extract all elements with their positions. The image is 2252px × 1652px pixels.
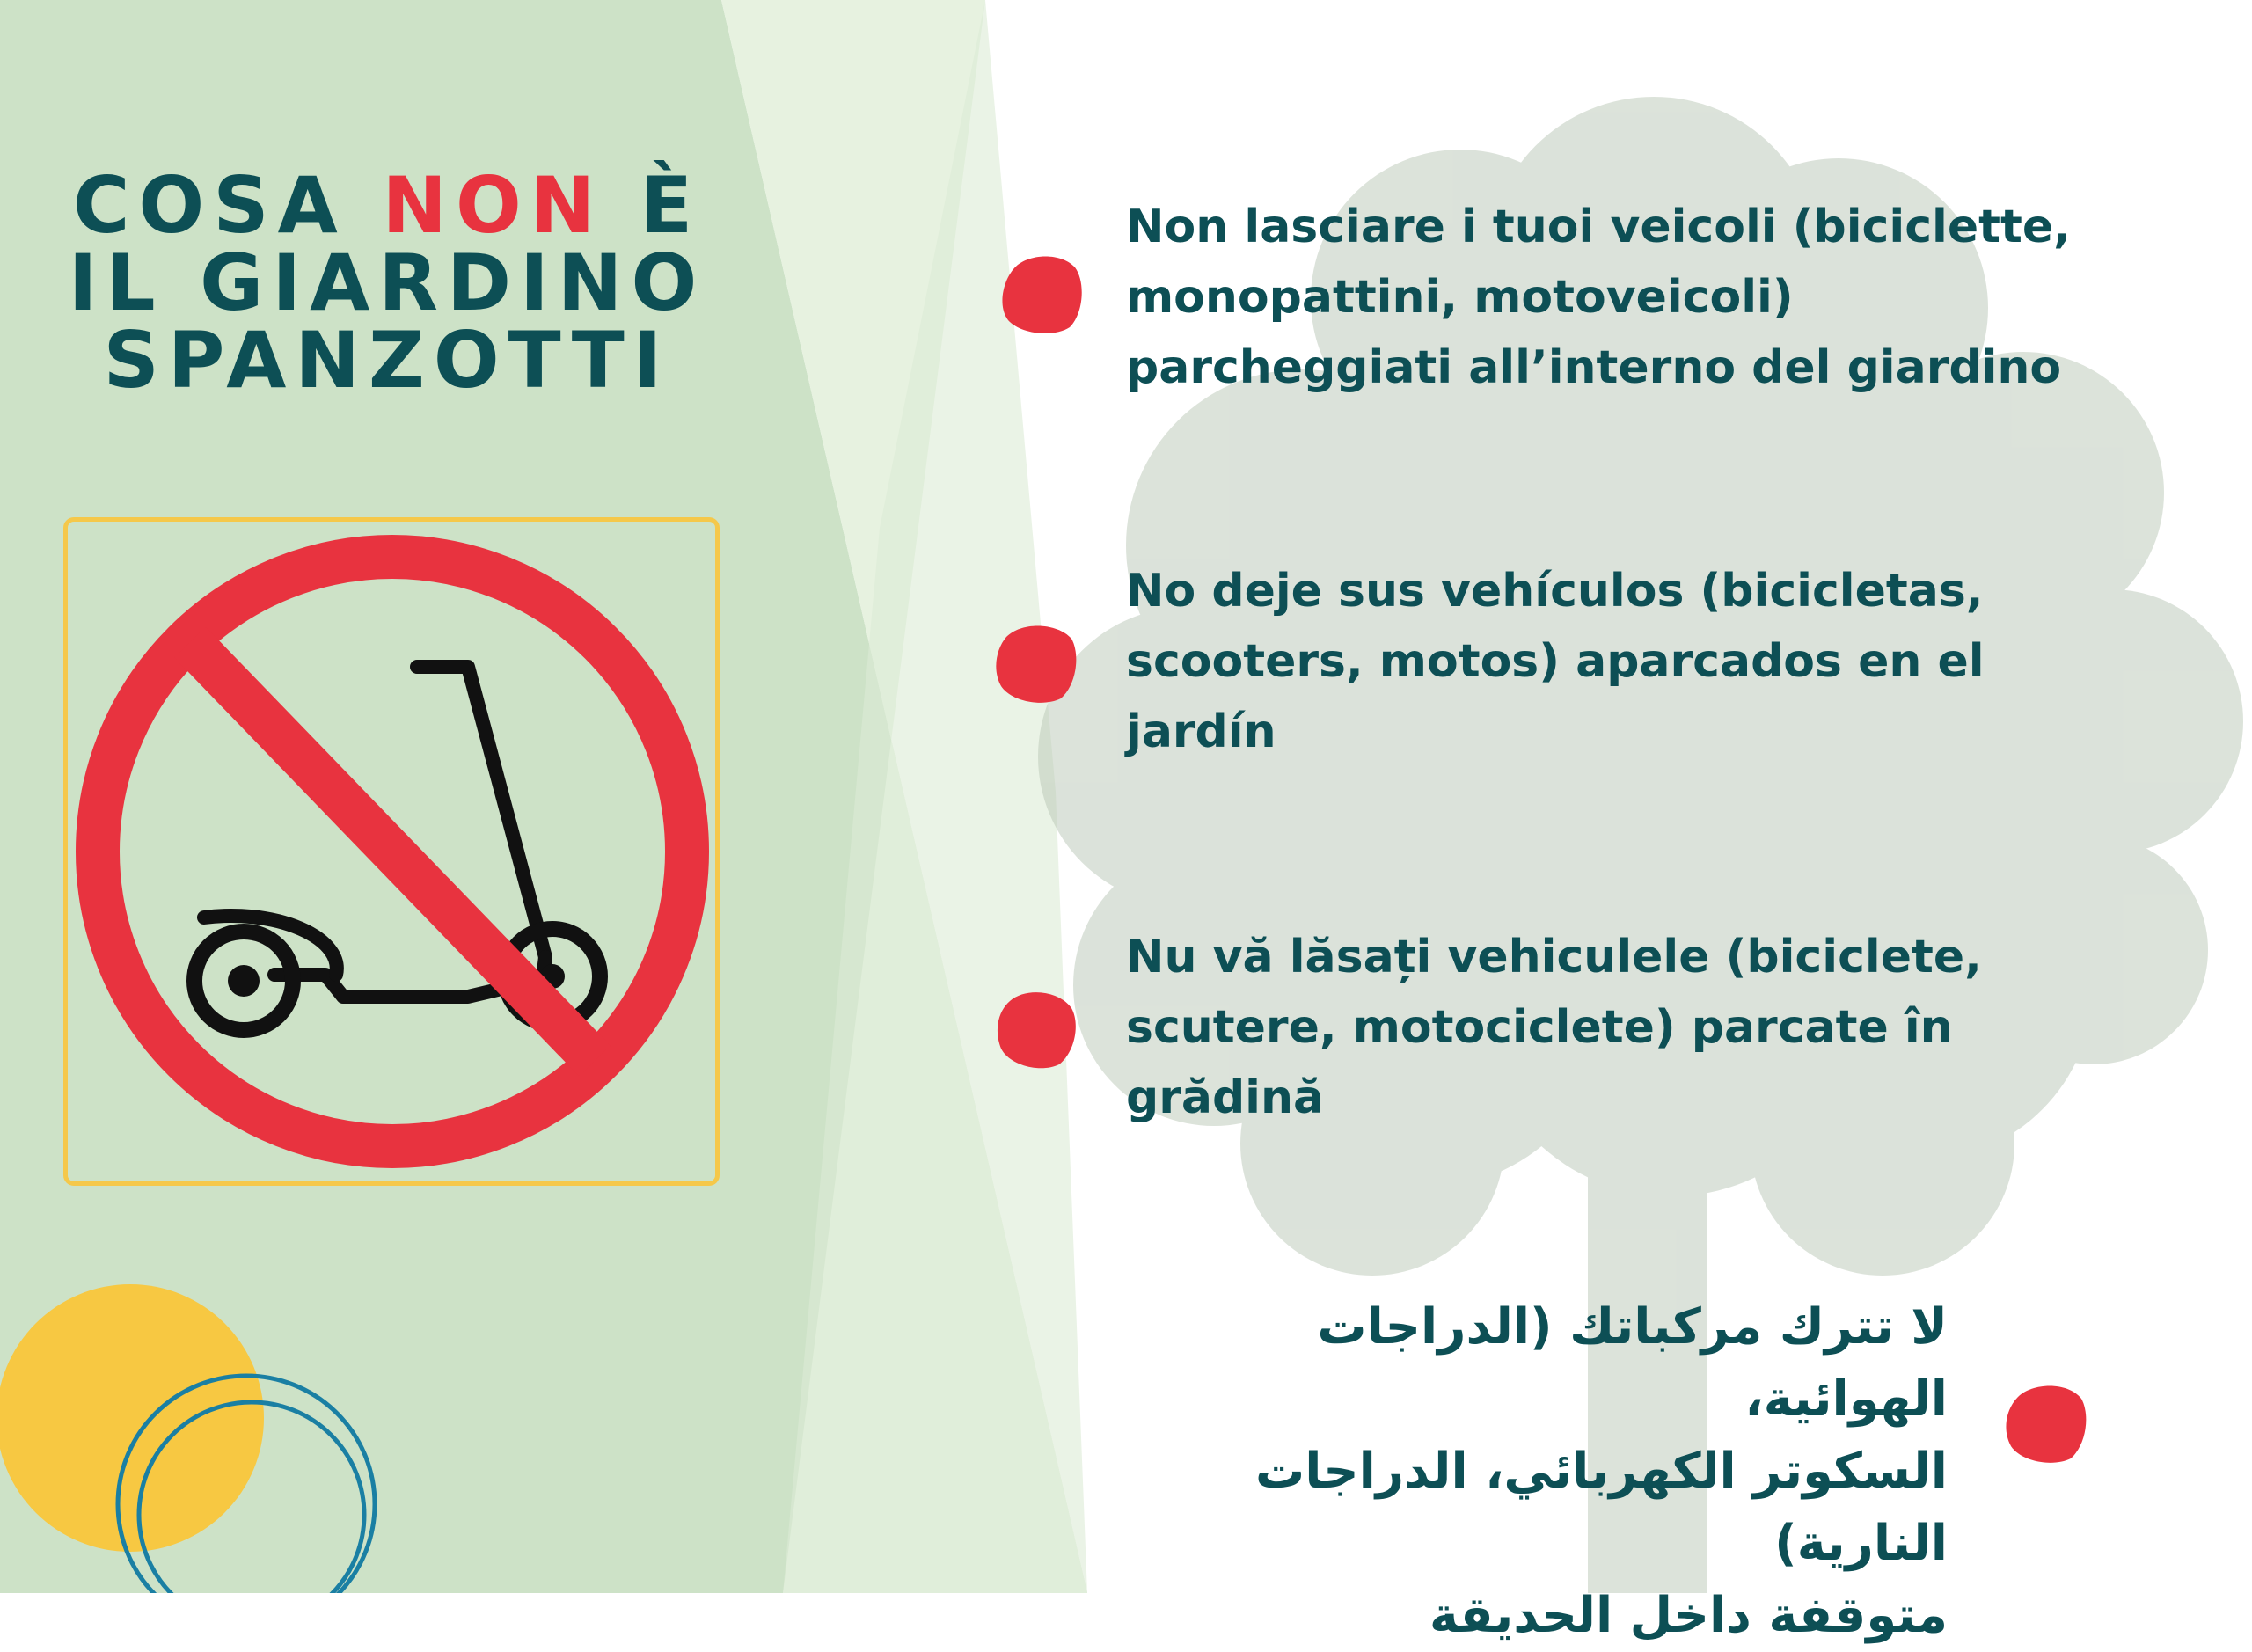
item-line: scooters, motos) aparcados en el [1126, 635, 1985, 688]
list-item-romanian [1126, 922, 2182, 1133]
red-blob-bullet-icon [998, 250, 1086, 338]
list-item-spanish [1126, 556, 2182, 767]
decorative-circles [0, 1267, 405, 1593]
title-highlight: NON [382, 160, 604, 251]
no-scooter-sign-icon [63, 517, 720, 1186]
list-item-arabic [1144, 1291, 1948, 1652]
item-line: Nu vă lăsați vehiculele (biciclete, [1126, 931, 1982, 983]
item-line: لا تترك مركباتك (الدراجات الهوائية، [1317, 1298, 1948, 1428]
item-line: jardín [1126, 705, 1276, 758]
item-line: السكوتر الكهربائي، الدراجات النارية) [1254, 1443, 1948, 1572]
title-line-3: SPANZOTTI [103, 315, 671, 406]
title-line-1: COSA NON È [72, 160, 702, 251]
red-blob-bullet-icon [2002, 1379, 2090, 1467]
item-line: scutere, motociclete) parcate în [1126, 1001, 1953, 1054]
red-blob-bullet-icon [992, 619, 1080, 707]
red-blob-bullet-icon [992, 985, 1080, 1073]
title-line-2: IL GIARDINO [68, 238, 706, 328]
item-line: parcheggiati all’interno del giardino [1126, 341, 2062, 394]
item-line: monopattini, motoveicoli) [1126, 271, 1794, 324]
item-line: متوقفة داخل الحديقة [1429, 1587, 1948, 1644]
list-item-italian [1126, 192, 2182, 403]
item-line: grădină [1126, 1071, 1325, 1124]
item-line: No deje sus vehículos (bicicletas, [1126, 565, 1984, 618]
item-line: Non lasciare i tuoi veicoli (biciclette, [1126, 201, 2071, 253]
page-title [35, 160, 739, 406]
